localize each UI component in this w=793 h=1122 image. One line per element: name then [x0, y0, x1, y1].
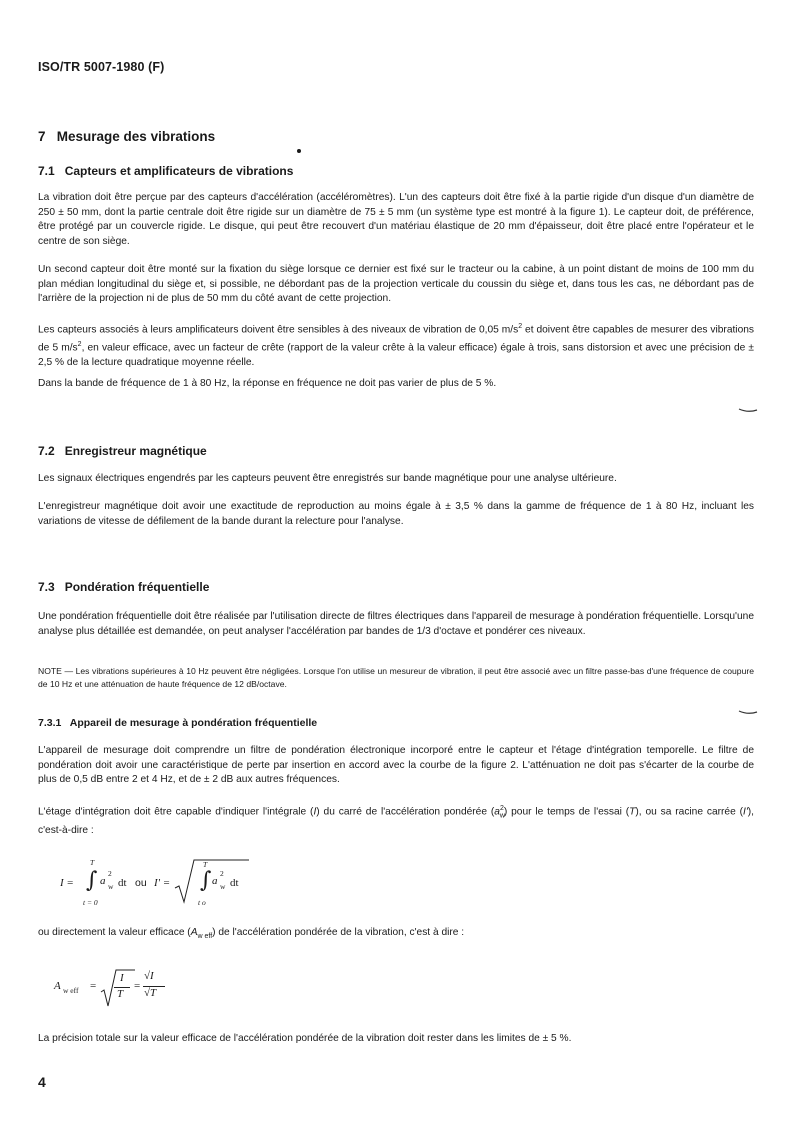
paragraph-7-1-4: Dans la bande de fréquence de 1 à 80 Hz, la réponse en fréquence ne doit pas varier de plus de 5 %.: [38, 378, 497, 389]
page-number: 4: [38, 1074, 46, 1090]
formula-rms: A w eff = I T = √I √T: [38, 968, 238, 1012]
section-title: Enregistreur magnétique: [64, 444, 207, 458]
formula-integral: I = T ∫ t = 0 a w 2 dt ou I' = T ∫ t o a w 2 dt: [38, 852, 338, 914]
paragraph-7-2-2: L'enregistreur magnétique doit avoir une exactitude de reproduction au moins égale à ± 3,5 % dans la gamme de fréquence de 1 à 80 Hz, incluant les variations de vitesse de défilement de la bande durant la relecture pour l'analyse.: [38, 501, 754, 527]
paragraph-7-1-3: Les capteurs associés à leurs amplificateurs doivent être sensibles à des niveaux de vibration de 0,05 $m/s^2$ et doivent être capables de mesurer des vibrations de 5 $m/s^2$, en valeur efficace, avec un facteur de crête (rapport de la valeur crête à la valeur efficace) égale à trois, sans distorsion et avec une précision de ± 2,5 % de la lecture quadratique moyenne réelle.: [38, 323, 754, 368]
section-7-1-heading: [38, 164, 293, 178]
paragraph-7-1-1: La vibration doit être perçue par des capteurs d'accélération (accéléromètres). L'un des capteurs doit être fixé à la partie rigide d'un disque d'un diamètre de 250 ± 50 mm, dont la partie centrale doit être rigide sur un diamètre de 75 ± 5 mm (un système type est montré à la figure 1). Le capteur doit, de préférence, être protégé par un couvercle rigide. Le disque, qui peut être recouvert d'un matériau élastique de 20 mm d'épaisseur, doit être placé entre l'opérateur et le centre de son siège.: [38, 192, 754, 247]
margin-mark: [738, 407, 758, 413]
section-7-3-heading: [38, 580, 209, 594]
section-title: Mesurage des vibrations: [56, 129, 216, 144]
section-title: Pondération fréquentielle: [64, 580, 210, 594]
section-number: 7.1: [38, 164, 55, 178]
section-title: Capteurs et amplificateurs de vibrations: [64, 164, 294, 178]
section-7-2-heading: [38, 444, 207, 458]
paragraph-7-3-1-2: L'étage d'intégration doit être capable d'indiquer l'intégrale (I) du carré de l'accélération pondérée $(a_w^2)$ pour le temps de l'essai (T), ou sa racine carrée (I'), c'est-à-dire :: [38, 805, 755, 836]
paragraph-7-3-1-4: La précision totale sur la valeur efficace de l'accélération pondérée de la vibration doit rester dans les limites de ± 5 %.: [38, 1033, 572, 1044]
bullet-mark: [297, 149, 301, 153]
paragraph-7-1-2: Un second capteur doit être monté sur la fixation du siège lorsque ce dernier est fixé sur le tracteur ou la cabine, à un point distant de moins de 100 mm du plan médian longitudinal du siège et, si possible, ne débordant pas de la projection verticale du coussin du siège et, dans tous les cas, ne débordant pas de l'arrière de la projection ni de plus de 50 mm du côté avant de cette projection.: [38, 264, 754, 304]
section-title: Appareil de mesurage à pondération fréquentielle: [69, 717, 318, 729]
paragraph-7-3-1: Une pondération fréquentielle doit être réalisée par l'utilisation directe de filtres électriques dans l'appareil de mesurage à pondération fréquentielle. Lorsqu'une analyse plus détaillée est demandée, on peut analyser l'accélération par bandes de 1/3 d'octave et pondérer ces niveaux.: [38, 611, 754, 637]
section-number: 7.2: [38, 444, 55, 458]
margin-mark: [738, 709, 758, 715]
section-7-3-1-heading: [38, 717, 317, 729]
section-number: 7.3.1: [38, 717, 62, 729]
paragraph-7-3-1-1: L'appareil de mesurage doit comprendre un filtre de pondération électronique incorporé entre le capteur et l'étage d'intégration temporelle. Le filtre de pondération doit avoir une caractéristique de perte par insertion en accord avec la courbe de la figure 2. L'atténuation ne doit pas s'écarter de la courbe de plus de 0,5 dB entre 2 et 4 Hz, et de ± 2 dB aux autres fréquences.: [38, 745, 754, 785]
section-number: 7: [38, 129, 46, 144]
section-7-heading: [38, 129, 215, 144]
section-number: 7.3: [38, 580, 55, 594]
paragraph-7-2-1: Les signaux électriques engendrés par les capteurs peuvent être enregistrés sur bande magnétique pour une analyse ultérieure.: [38, 473, 617, 484]
note-7-3: NOTE — Les vibrations supérieures à 10 Hz peuvent être négligées. Lorsque l'on utilise un mesureur de vibration, il peut être associé avec un filtre passe-bas d'une fréquence de coupure de 10 Hz et une atténuation de haute fréquence de 12 dB/octave.: [38, 666, 754, 689]
paragraph-7-3-1-3: ou directement la valeur efficace $(A_{w eff})$ de l'accélération pondérée de la vibration, c'est à dire :: [38, 927, 465, 941]
document-header: ISO/TR 5007-1980 (F): [38, 60, 165, 74]
